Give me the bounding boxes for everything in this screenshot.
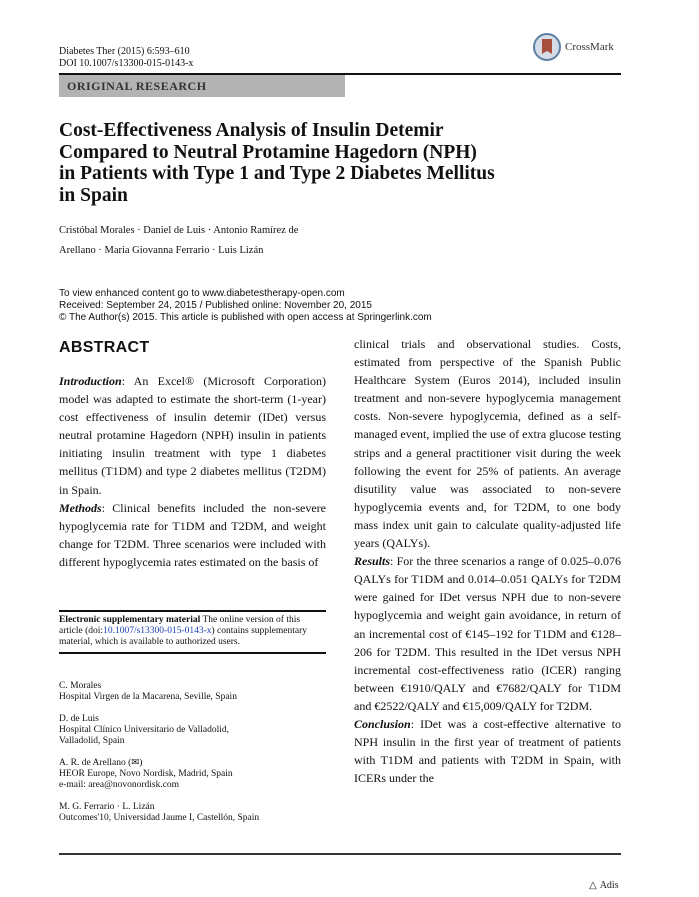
abstract-column-right	[354, 335, 621, 787]
title-line: Compared to Neutral Protamine Hagedorn (NPH)	[59, 141, 477, 163]
methods-label: Methods	[59, 500, 102, 515]
journal-doi: DOI 10.1007/s13300-015-0143-x	[59, 58, 194, 69]
journal-info	[59, 46, 193, 70]
crossmark-label: CrossMark	[565, 41, 614, 53]
results-paragraph	[354, 552, 621, 715]
conclusion-text: : IDet was a cost-effective alternative to NPH insulin in the first year of treatment of patients with T1DM and patients with T2DM in Spain, with ICERs under the	[354, 716, 621, 786]
affiliation-name: C. Morales	[59, 681, 102, 691]
publisher-label: Adis	[599, 880, 619, 891]
copyright-notice: © The Author(s) 2015. This article is published with open access at Springerlink.com	[59, 312, 432, 323]
conclusion-paragraph	[354, 715, 621, 787]
enhanced-content-link[interactable]: To view enhanced content go to www.diabetestherapy-open.com	[59, 288, 345, 299]
article-title	[59, 120, 619, 206]
affiliations	[59, 681, 329, 835]
author-line: Cristóbal Morales · Daniel de Luis · Antonio Ramírez de	[59, 225, 299, 236]
methods-continued: clinical trials and observational studies. Costs, estimated from perspective of the Spanish Public Healthcare System (Euros 2014), included insulin treatment and non-severe hypoglycemia management costs. Non-severe hypoglycemia, defined as a self-managed event, implied the use of extra glucose testing strips and a general practitioner visit during the week following the event for 25% of patients. An average disutility value was associated to non-severe hypoglycemia events and, for T2DM, to one body mass index unit gain to calculate quality-adjusted life years (QALYs).	[354, 337, 621, 551]
affiliation-line: Hospital Virgen de la Macarena, Seville, Spain	[59, 692, 237, 702]
footer-rule	[59, 853, 621, 855]
affiliation-line: Hospital Clínico Universitario de Valladolid,	[59, 725, 230, 735]
introduction-paragraph	[59, 372, 326, 499]
introduction-text: : An Excel® (Microsoft Corporation) model was adapted to estimate the short-term (1-year) cost effectiveness of insulin detemir (IDet) versus neutral protamine Hagedorn (NPH) insulin in patients initiating insulin treatment with type 1 diabetes mellitus (T1DM) and type 2 diabetes mellitus (T2DM) in Spain.	[59, 374, 326, 497]
introduction-label: Introduction	[59, 374, 122, 388]
affiliation-name: A. R. de Arellano (✉)	[59, 758, 143, 768]
title-line: in Spain	[59, 184, 128, 206]
affiliation	[59, 714, 329, 747]
affiliation	[59, 802, 329, 824]
doi-link[interactable]: 10.1007/s13300-015-0143-x	[103, 626, 212, 636]
supplementary-material-note	[59, 610, 326, 654]
article-meta	[59, 288, 559, 324]
conclusion-label: Conclusion	[354, 716, 411, 731]
affiliation	[59, 681, 329, 703]
title-line: in Patients with Type 1 and Type 2 Diabetes Mellitus	[59, 163, 495, 184]
email-link[interactable]: e-mail: area@novonordisk.com	[59, 780, 180, 790]
results-text: : For the three scenarios a range of 0.025–0.076 QALYs for T1DM and 0.014–0.051 QALYs for T2DM were gained for IDet versus NPH due to non-severe hypoglycemia and weight gain avoidance, in return of an incremental cost of €145–192 for T1DM and €128–206 for T2DM. This resulted in the IDet versus NPH incremental cost-effectiveness ratio (ICER) ranging between €1910/QALY and €7682/QALY for T1DM and €2522/QALY and €15,009/QALY for T2DM.	[354, 554, 621, 713]
methods-paragraph	[59, 499, 326, 571]
methods-text: : Clinical benefits included the non-severe hypoglycemia rate for T1DM and T2DM, and weight change for T2DM. Three scenarios were included with different hypoglycemia rates estimated on the basis of	[59, 500, 326, 569]
esm-label: Electronic supplementary material	[59, 615, 201, 625]
esm-text: The online version of this article (doi:	[59, 615, 301, 636]
abstract-column-left	[59, 372, 326, 571]
section-label: ORIGINAL RESEARCH	[59, 75, 345, 97]
abstract-heading: ABSTRACT	[59, 339, 150, 356]
affiliation	[59, 758, 329, 791]
affiliation-line: Outcomes'10, Universidad Jaume I, Castellón, Spain	[59, 813, 260, 823]
results-label: Results	[354, 554, 391, 569]
publication-dates: Received: September 24, 2015 / Published online: November 20, 2015	[59, 300, 372, 311]
affiliation-name: D. de Luis	[59, 714, 99, 724]
author-line: Arellano · Maria Giovanna Ferrario · Luis Lizán	[59, 245, 264, 256]
title-line: Cost-Effectiveness Analysis of Insulin Detemir	[59, 120, 444, 141]
author-list	[59, 221, 419, 261]
affiliation-line: Valladolid, Spain	[59, 736, 125, 746]
affiliation-line: HEOR Europe, Novo Nordisk, Madrid, Spain	[59, 769, 233, 779]
crossmark-icon	[533, 33, 561, 61]
crossmark-badge[interactable]	[533, 33, 614, 61]
affiliation-name: M. G. Ferrario · L. Lizán	[59, 802, 155, 812]
esm-text: ) contains supplementary material, which is available to authorized users.	[59, 626, 308, 647]
journal-citation: Diabetes Ther (2015) 6:593–610	[59, 46, 190, 57]
publisher-mark	[589, 880, 619, 891]
triangle-icon: △	[589, 880, 597, 891]
